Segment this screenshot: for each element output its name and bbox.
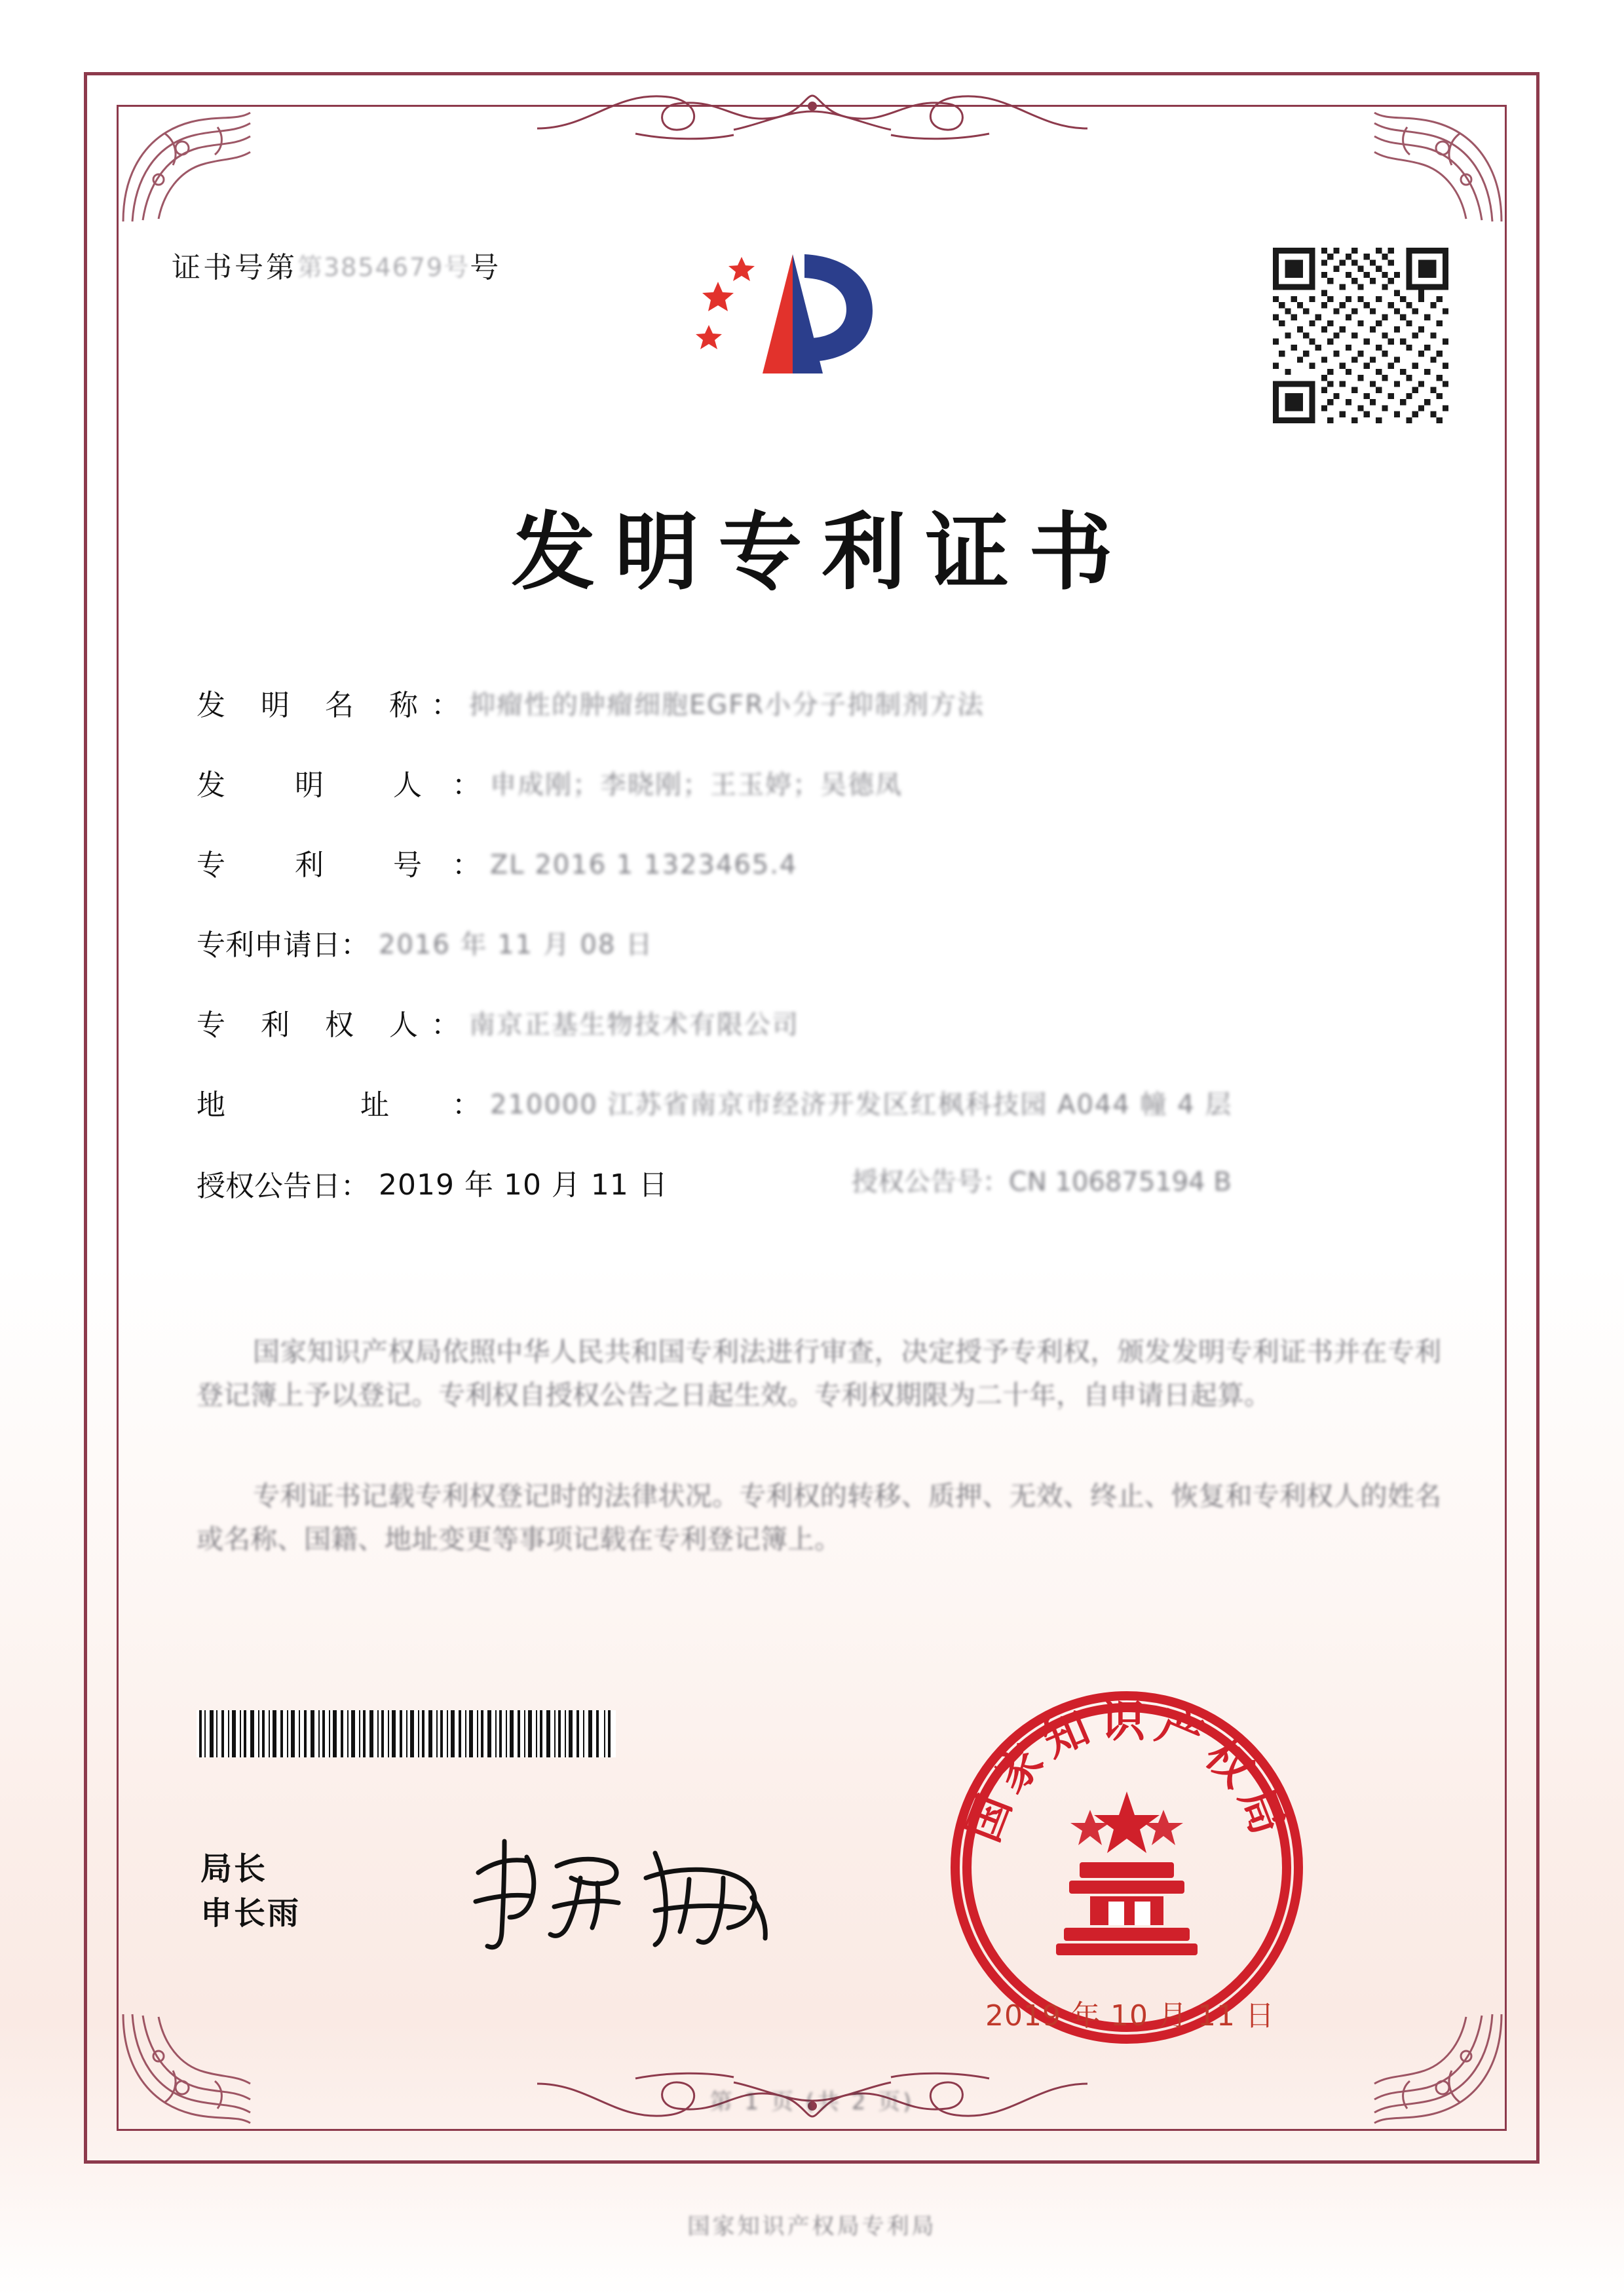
body-paragraph-1: 国家知识产权局依照中华人民共和国专利法进行审查，决定授予专利权，颁发发明专利证书并在专利登记簿上予以登记。专利权自授权公告之日起生效。专利权期限为二十年，自申请日起算。	[197, 1336, 1441, 1411]
page-title: 发明专利证书	[511, 504, 1133, 602]
announcement-number-value: CN 106875194 B	[1009, 1167, 1232, 1197]
signature-name: 申长雨	[200, 1895, 301, 1932]
field-separator: ：	[451, 769, 481, 802]
field-value-grant-date: 2019 年 10 月 11 日	[379, 1168, 668, 1202]
field-separator: ：	[452, 1088, 481, 1122]
qr-code	[1273, 248, 1448, 423]
field-row-patent-number	[197, 841, 1467, 921]
barcode	[197, 1710, 616, 1757]
field-label-patent-number: 专 利 号	[197, 849, 452, 882]
signature-role: 局长	[200, 1850, 268, 1887]
field-separator: ：	[451, 849, 481, 882]
field-value-address: 210000 江苏省南京市经济开发区红枫科技园 A044 幢 4 层	[490, 1090, 1233, 1120]
field-label-inventors: 发 明 人	[197, 769, 452, 802]
field-label-address: 地 址	[197, 1088, 452, 1122]
field-row-filing-date	[197, 921, 1467, 1001]
svg-text:国家知识产权局: 国家知识产权局	[957, 1695, 1296, 1849]
field-separator: ：	[341, 928, 369, 962]
page-number-footer: 第 1 页 (共 2 页)	[709, 2089, 915, 2115]
field-row-patentee	[197, 1001, 1467, 1081]
field-value-invention-title: 抑瘤性的肿瘤细胞EGFR小分子抑制剂方法	[468, 690, 985, 720]
seal-date: 2019 年 10 月 11 日	[985, 1999, 1275, 2033]
field-value-patentee: 南京正基生物技术有限公司	[468, 1010, 799, 1040]
corner-ornament-top-right	[1368, 107, 1505, 225]
signature-block	[200, 1846, 301, 1936]
certificate-number-suffix: 号	[470, 251, 502, 284]
field-value-patent-number: ZL 2016 1 1323465.4	[489, 850, 798, 880]
handwritten-signature	[459, 1815, 799, 1966]
certificate-number	[172, 244, 501, 286]
certificate-number-label: 证书号第	[172, 251, 297, 284]
body-paragraph-2: 专利证书记载专利权登记时的法律状况。专利权的转移、质押、无效、终止、恢复和专利权人的姓名或名称、国籍、地址变更等事项记载在专利登记簿上。	[197, 1480, 1441, 1556]
field-row-inventors	[197, 761, 1467, 841]
field-label-announcement-number	[852, 1161, 1232, 1198]
field-label-patentee: 专 利 权 人	[197, 1008, 431, 1042]
field-label-filing-date: 专利申请日	[197, 928, 341, 962]
field-label-grant-date: 授权公告日：	[197, 1170, 369, 1203]
field-row-grant-announcement	[197, 1161, 1467, 1241]
announcement-number-label: 授权公告号：	[852, 1167, 1009, 1197]
certificate-number-value: 第3854679号	[297, 253, 470, 282]
field-separator: ：	[430, 689, 460, 722]
field-separator: ：	[430, 1008, 460, 1042]
field-label-invention-title: 发 明 名 称	[197, 689, 431, 722]
field-row-invention-title	[197, 681, 1467, 761]
corner-ornament-top-left	[119, 107, 257, 225]
field-list	[197, 681, 1467, 1241]
field-value-inventors: 申成刚；李晓刚；王玉婷；吴德凤	[489, 770, 903, 800]
field-row-address	[197, 1081, 1467, 1161]
document-footer: 国家知识产权局专利局	[687, 2213, 937, 2240]
cnipa-logo	[694, 242, 911, 400]
field-value-filing-date: 2016 年 11 月 08 日	[379, 930, 654, 960]
flourish-top-ornament	[537, 77, 1087, 149]
